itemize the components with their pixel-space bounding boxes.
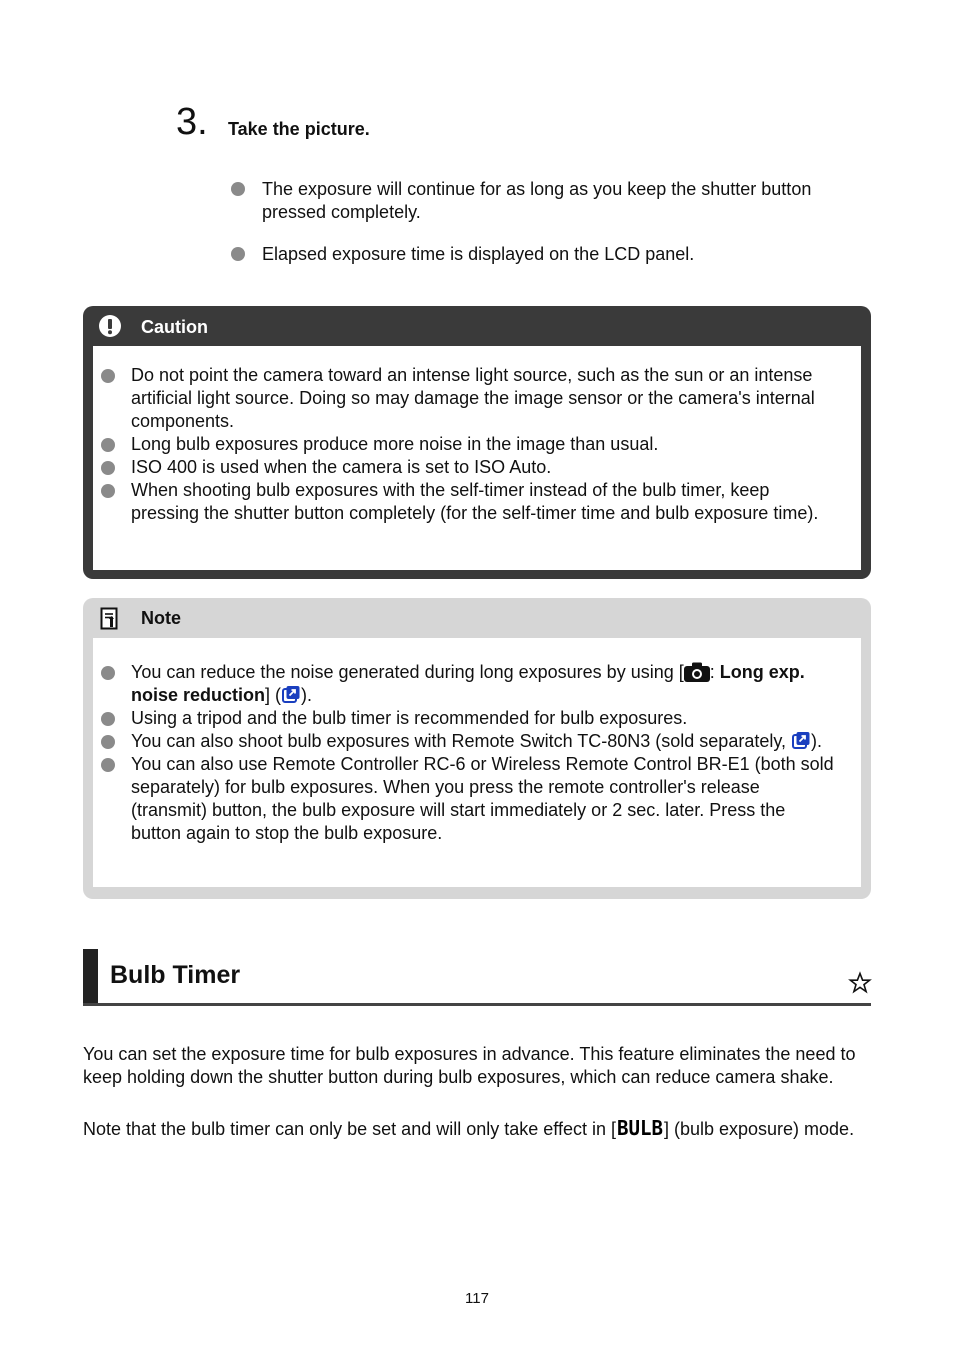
bullet-icon [101, 438, 115, 452]
list-item [100, 753, 840, 845]
caution-header [83, 306, 871, 346]
section-title: Bulb Timer [110, 961, 241, 989]
caution-icon [99, 315, 121, 337]
section-bar [83, 949, 98, 1004]
list-item [230, 178, 870, 224]
caution-body [93, 346, 861, 570]
list-item-text: You can also use Remote Controller RC-6 or Wireless Remote Control BR-E1 (both sold separately) for bulb exposures. When you press the remote controller's release (transmit) button, the bulb exposure will start immediately or 2 sec. later. Press the button again to stop the bulb exposure. [131, 754, 834, 843]
step-number: 3. [176, 101, 208, 143]
bullet-icon [101, 712, 115, 726]
bullet-icon [101, 461, 115, 475]
step-title: Take the picture. [228, 119, 370, 139]
note-item-text-mid: ] ( [265, 685, 282, 705]
caution-title: Caution [141, 317, 208, 337]
bullet-icon [231, 247, 245, 261]
note-item-text-before: You can also shoot bulb exposures with Remote Switch TC-80N3 (sold separately, [131, 731, 792, 751]
caution-list [100, 364, 840, 525]
list-item [230, 243, 870, 266]
note-body [93, 638, 861, 887]
list-item [100, 456, 840, 479]
list-item-text: Do not point the camera toward an intense light source, such as the sun or an intense artificial light source. Doing so may damage the image sensor or the camera's internal components. [131, 365, 815, 431]
step-bullet-list [230, 178, 870, 285]
menu-item-name: Long exp. noise reduction [131, 662, 805, 705]
page-link-icon[interactable] [281, 685, 301, 705]
bulb-mode-label: BULB [616, 1117, 663, 1139]
bullet-icon [101, 758, 115, 772]
list-item [100, 479, 840, 525]
list-item-text: Long bulb exposures produce more noise in the image than usual. [131, 434, 659, 454]
bullet-icon [101, 735, 115, 749]
note-item-text-end: ). [811, 731, 823, 751]
section-rule [83, 1003, 871, 1006]
bullet-icon [231, 182, 245, 196]
body-paragraph: You can set the exposure time for bulb exposures in advance. This feature eliminates the need to keep holding down the shutter button during bulb exposures, which can reduce camera shake. [83, 1044, 856, 1087]
body-paragraph [83, 1117, 863, 1141]
menu-separator: : [709, 662, 720, 682]
note-box [83, 598, 871, 899]
bullet-icon [101, 369, 115, 383]
list-item [100, 707, 840, 730]
list-item [100, 661, 840, 707]
star-icon [848, 971, 872, 995]
page-number: 117 [465, 1290, 489, 1307]
list-item-text: When shooting bulb exposures with the self-timer instead of the bulb timer, keep pressing the shutter button completely (for the self-timer time and bulb exposure time). [131, 480, 819, 523]
page-link-icon[interactable] [791, 731, 811, 751]
list-item [100, 364, 840, 433]
bullet-icon [101, 666, 115, 680]
list-item-text: ISO 400 is used when the camera is set to ISO Auto. [131, 457, 552, 477]
note-icon [100, 607, 120, 631]
bullet-icon [101, 484, 115, 498]
note-title: Note [141, 608, 181, 628]
caution-box [83, 306, 871, 579]
list-item [100, 433, 840, 456]
list-item-text: The exposure will continue for as long as you keep the shutter button pressed completely. [262, 179, 812, 222]
paragraph-text-before: Note that the bulb timer can only be set and will only take effect in [ [83, 1119, 616, 1139]
paragraph-text-after: ] (bulb exposure) mode. [663, 1119, 855, 1139]
note-item-text-end: ). [301, 685, 313, 705]
note-item-text-before: You can reduce the noise generated during long exposures by using [ [131, 662, 684, 682]
bulb-mode-glyph [616, 1117, 664, 1139]
camera-menu-icon [684, 662, 710, 682]
list-item-text: Using a tripod and the bulb timer is recommended for bulb exposures. [131, 708, 688, 728]
list-item [100, 730, 840, 753]
note-list [100, 661, 840, 845]
list-item-text: Elapsed exposure time is displayed on the LCD panel. [262, 244, 695, 264]
